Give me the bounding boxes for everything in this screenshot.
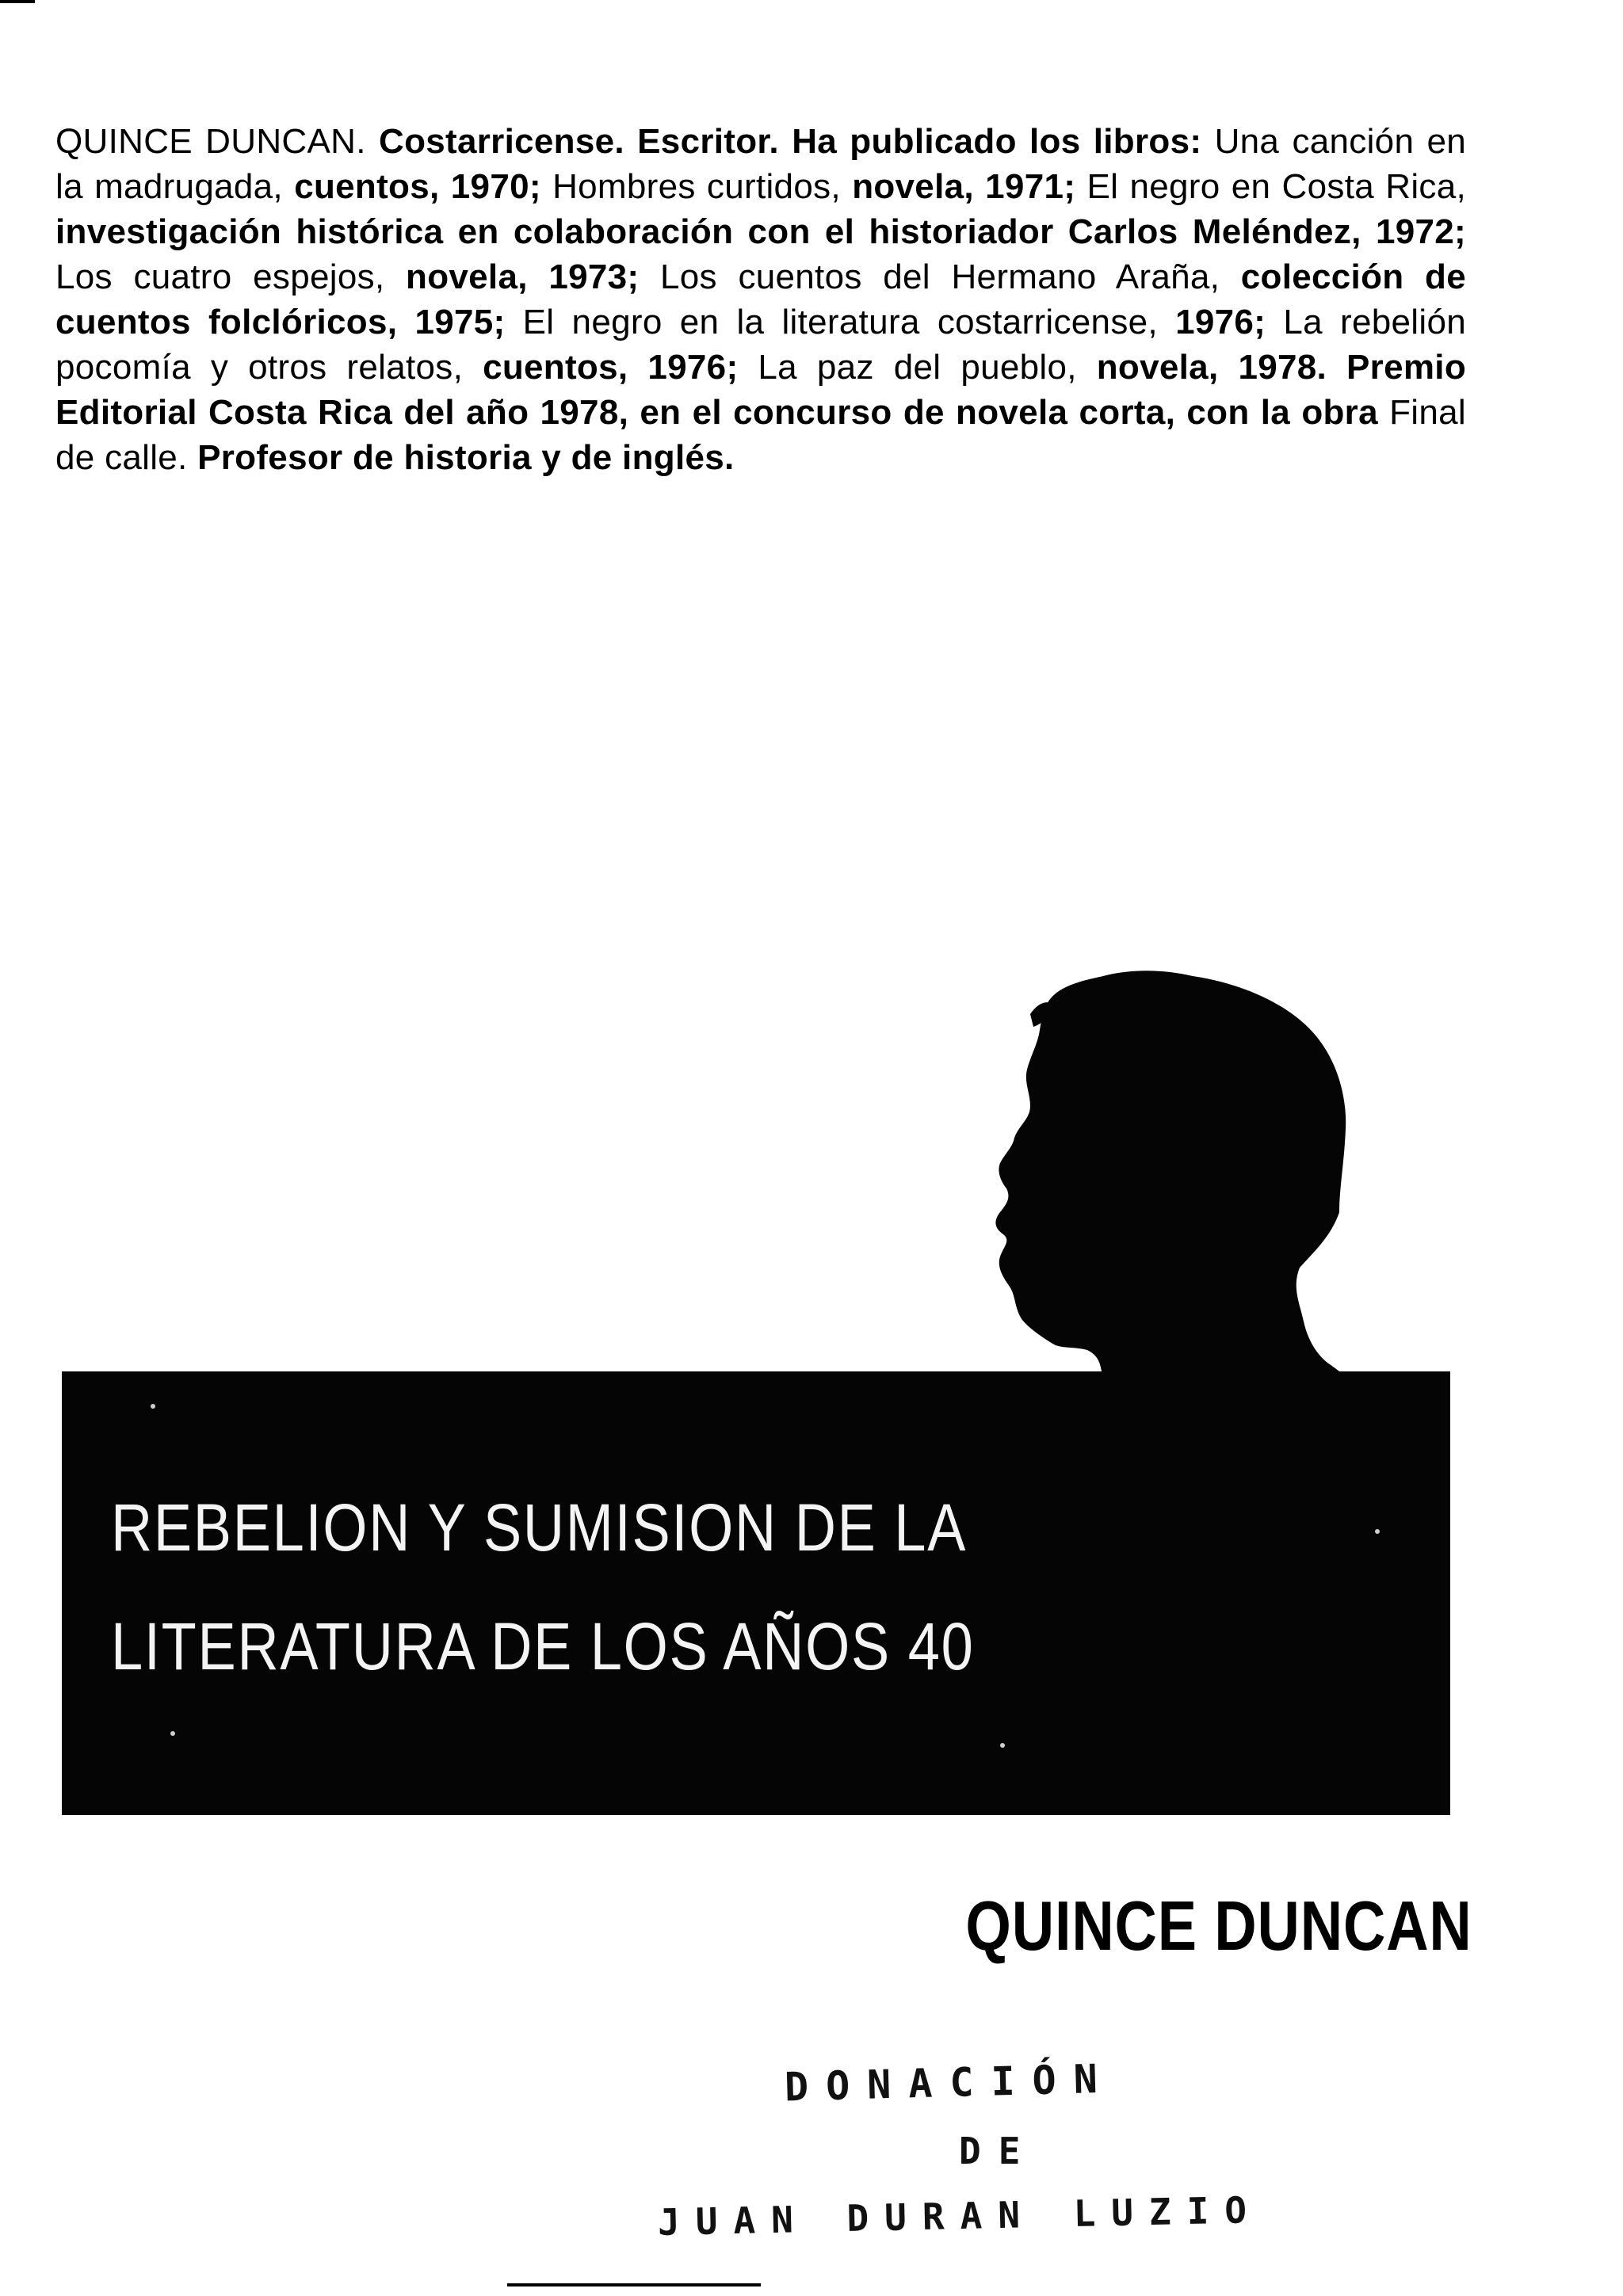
bio-run: Los cuentos del Hermano Araña,	[660, 257, 1241, 296]
bio-run: El negro en Costa Rica,	[1086, 167, 1466, 206]
author-biography	[55, 119, 1466, 480]
donation-stamp-line-3: JUAN DURAN LUZIO	[657, 2188, 1263, 2244]
bio-run: Profesor de historia y de inglés.	[197, 438, 735, 477]
print-speck	[1000, 1743, 1005, 1748]
print-speck	[1375, 1529, 1380, 1534]
bio-run: investigación histórica en colaboración con el historiador Carlos Meléndez, 1972;	[55, 212, 1466, 251]
bio-run: QUINCE DUNCAN.	[55, 122, 366, 161]
bio-run: novela, 1971;	[852, 167, 1087, 206]
bio-run: La paz del pueblo,	[758, 348, 1097, 387]
bio-run: novela, 1978. Premio Editorial Costa Rica del año 1978, en el concurso de novela corta, con la obra	[55, 348, 1466, 432]
donation-stamp-line-1: DONACIÓN	[784, 2055, 1116, 2111]
bio-run: Hombres curtidos,	[552, 167, 853, 206]
print-speck	[151, 1404, 155, 1409]
bio-run: La rebelión pocomía y otros relatos,	[55, 303, 1466, 387]
donation-stamp-line-2: DE	[959, 2130, 1038, 2172]
bio-run: 1976;	[1175, 303, 1284, 341]
bio-run: Una canción en la madrugada,	[55, 122, 1467, 206]
bio-run: Final de calle.	[55, 393, 1466, 477]
book-title-line-1: REBELION Y SUMISION DE LA	[111, 1490, 968, 1565]
bio-run: cuentos, 1976;	[483, 348, 758, 387]
bio-run: colección de cuentos folclóricos, 1975;	[55, 257, 1466, 341]
footer-rule	[507, 2283, 761, 2286]
bio-run: Los cuatro espejos,	[55, 257, 407, 296]
bio-run: Costarricense. Escritor. Ha publicado los libros:	[365, 122, 1215, 161]
book-title-line-2: LITERATURA DE LOS AÑOS 40	[111, 1609, 975, 1684]
author-name: QUINCE DUNCAN	[965, 1886, 1472, 1965]
title-band	[62, 1371, 1450, 1815]
bio-run: novela, 1973;	[406, 257, 660, 296]
print-speck	[170, 1731, 175, 1736]
bio-run: cuentos, 1970;	[294, 167, 553, 206]
corner-mark	[0, 0, 35, 3]
bio-run: El negro en la literatura costarricense,	[522, 303, 1176, 341]
